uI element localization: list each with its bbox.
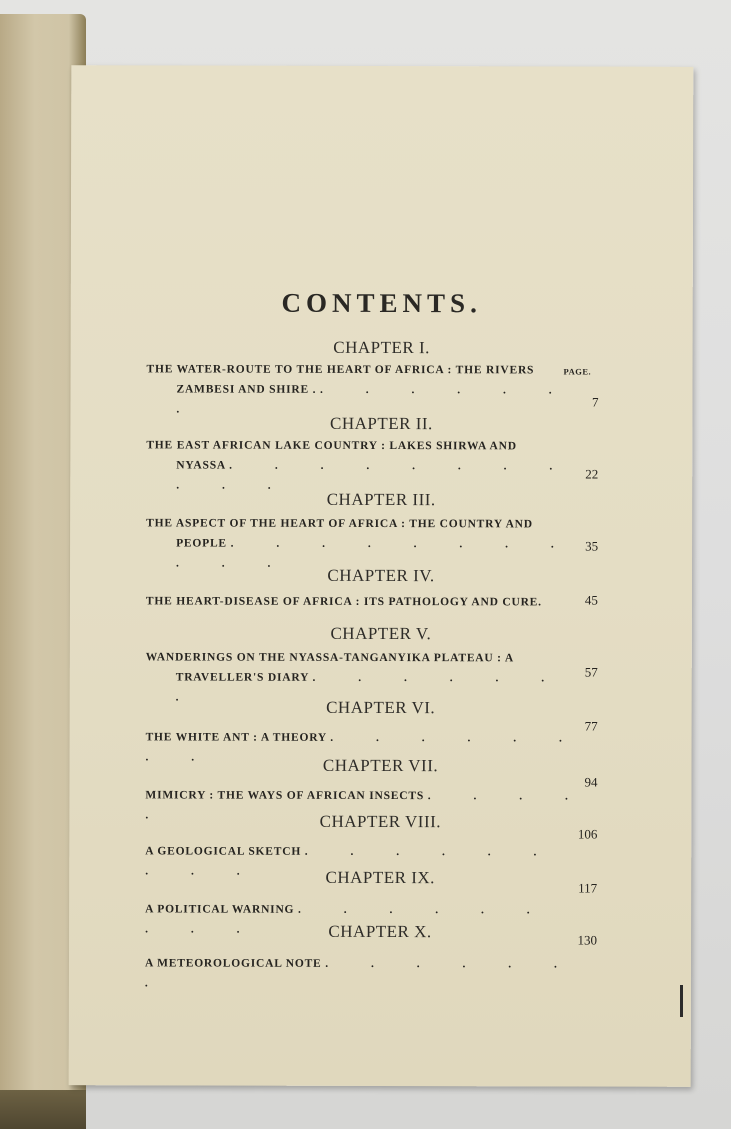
chapter-title [145, 953, 595, 994]
chapter-title-line2: ZAMBESI AND SHIRE . [176, 383, 317, 396]
leader-dots: . . . . . [145, 790, 588, 822]
chapter-heading: CHAPTER VIII. [319, 811, 442, 832]
page-number: 106 [577, 826, 598, 842]
leader-dots: . . . . . . . [175, 671, 565, 704]
page-column-header: PAGE. [563, 366, 592, 377]
chapter-title-line1: A POLITICAL WARNING [145, 903, 295, 916]
chapter-title [146, 591, 596, 612]
page-number: 94 [584, 774, 598, 790]
leader-dots: . . . . . . . . [145, 731, 582, 764]
chapter-title [146, 435, 599, 496]
chapter-heading: CHAPTER IV. [327, 565, 435, 586]
leader-dots: . . . . . . . [144, 957, 577, 990]
leader-dots: . . . . . . . . . [145, 903, 550, 936]
chapter-title-line1: THE WHITE ANT : A THEORY [145, 731, 327, 744]
chapter-title-line1: THE EAST AFRICAN LAKE COUNTRY : LAKES SHIRWA AND [146, 439, 517, 453]
leader-dots: . . . . . . . [176, 383, 572, 416]
chapter-title-line2: NYASSA [176, 459, 226, 472]
chapter-heading: CHAPTER I. [333, 337, 430, 358]
page-number: 45 [584, 592, 598, 608]
chapter-heading: CHAPTER IX. [325, 867, 435, 888]
chapter-heading: CHAPTER V. [330, 623, 432, 644]
ribbon-marker [680, 985, 683, 1017]
leader-dots: . . . . . . . . . . . [176, 537, 574, 570]
chapter-title-line2: PEOPLE [176, 537, 227, 550]
chapter-title-line1: THE ASPECT OF THE HEART OF AFRICA : THE COUNTRY AND [146, 517, 533, 531]
chapter-heading: CHAPTER VI. [326, 697, 436, 718]
chapter-title [146, 359, 599, 420]
page-number: 130 [577, 932, 598, 948]
chapter-heading: CHAPTER III. [326, 489, 436, 510]
chapter-title-line1: THE WATER-ROUTE TO THE HEART OF AFRICA : THE RIVERS [146, 363, 535, 377]
leader-dots: . . . . . . . . . . . [176, 459, 573, 492]
chapter-title-line1: THE HEART-DISEASE OF AFRICA : ITS PATHOLOGY AND CURE. [145, 595, 542, 609]
chapter-title-line1: MIMICRY : THE WAYS OF AFRICAN INSECTS [145, 789, 425, 803]
chapter-heading: CHAPTER X. [328, 921, 432, 942]
chapter-title-line1: A METEOROLOGICAL NOTE [144, 957, 322, 970]
page-number: 22 [585, 466, 599, 482]
book-cover-edge [0, 1090, 86, 1129]
contents-page [69, 65, 694, 1087]
page-number: 117 [578, 880, 598, 896]
chapter-heading: CHAPTER VII. [322, 755, 439, 776]
page-number: 7 [591, 394, 599, 410]
chapter-title-line2: TRAVELLER'S DIARY [175, 671, 309, 684]
page-title: CONTENTS. [281, 287, 482, 319]
chapter-title-line1: WANDERINGS ON THE NYASSA-TANGANYIKA PLATEAU : A [145, 651, 514, 665]
page-number: 35 [585, 538, 599, 554]
page-number: 57 [584, 664, 598, 680]
chapter-heading: CHAPTER II. [329, 413, 433, 434]
chapter-title-line1: A GEOLOGICAL SKETCH [145, 845, 302, 858]
page-number: 77 [584, 718, 598, 734]
leader-dots: . . . . . . . . . [145, 845, 557, 878]
